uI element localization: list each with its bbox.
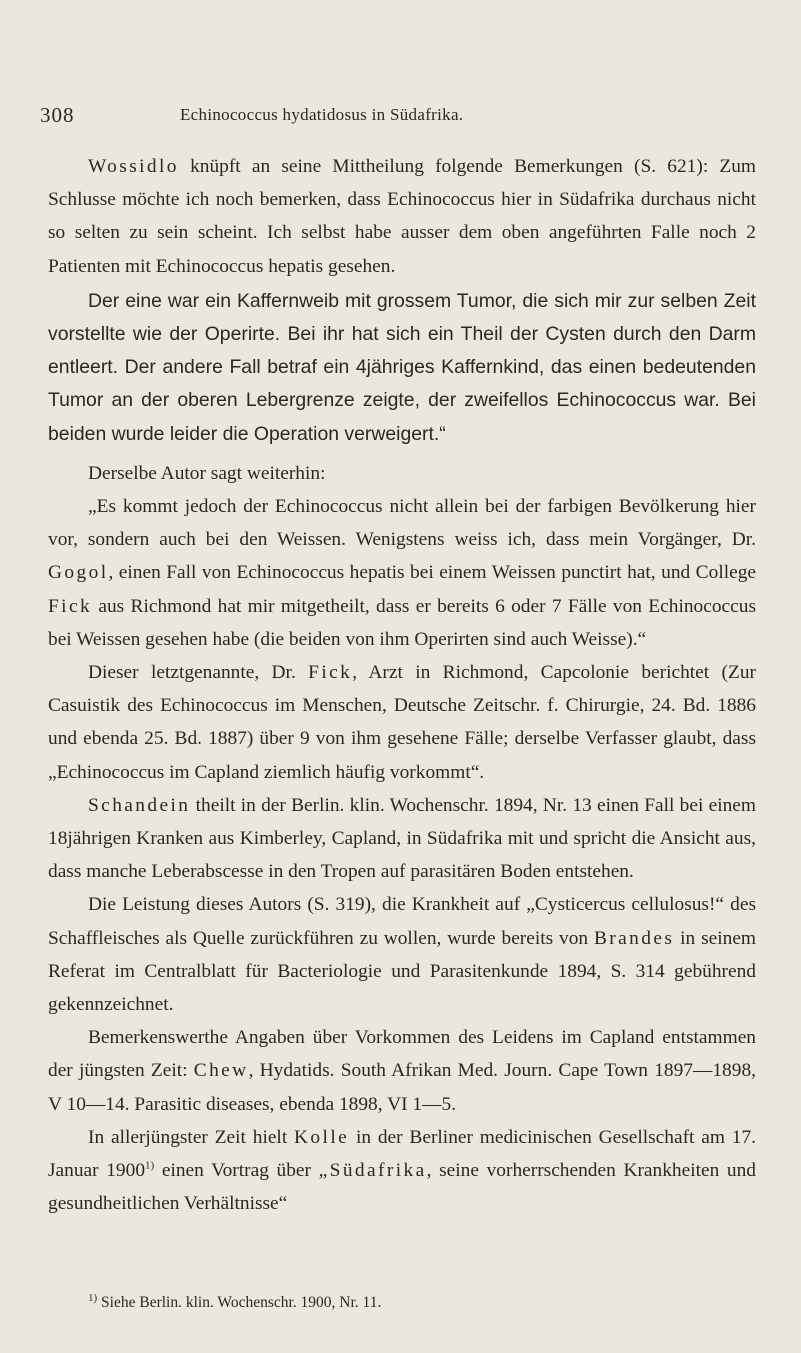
paragraph-4: Dieser letztgenannte, Dr. Fick, Arzt in Richmond, Capcolonie berichtet (Zur Casuistik des Echinococcus im Menschen, Deutsche Zeitschr. f. Chirurgie, 24. Bd. 1886 und ebenda 25. Bd. 1887) über 9 von ihm gesehene Fälle; derselbe Verfasser glaubt, dass „Echinococcus im Capland ziemlich häufig vorkommt“. (48, 662, 756, 783)
person-name: Gogol (48, 562, 109, 584)
person-name: Chew (193, 1060, 249, 1082)
footnote-mark: 1) (88, 1291, 98, 1304)
person-name: Brandes (593, 927, 675, 949)
footnote-reference: 1) (145, 1159, 155, 1172)
paragraph-3: „Es kommt jedoch der Echinococcus nicht allein bei der farbigen Bevölkerung hier vor, sondern auch bei den Weissen. Wenigstens weiss ich, dass mein Vorgänger, Dr. Gogol, einen Fall von Echinococcus hepatis bei einem Weissen punctirt hat, und College Fick aus Richmond hat mir mitgetheilt, dass er bereits 6 oder 7 Fälle von Echinococcus bei Weissen gesehen habe (die beiden von ihm Operirten sind auch Weisse).“ (48, 496, 756, 650)
quotation-small-print: Der eine war ein Kaffernweib mit grossem Tumor, die sich mir zur selben Zeit vorstellte wie der Operirte. Bei ihr hat sich ein Theil der Cysten durch den Darm entleert. Der andere Fall betraf ein 4jähriges Kaffernkind, das einen bedeutenden Tumor an der oberen Lebergrenze zeigte, der zweifellos Echinococcus war. Bei beiden wurde leider die Operation verweigert.“ (48, 289, 756, 445)
paragraph-7: Bemerkenswerthe Angaben über Vorkommen des Leidens im Capland entstammen der jüngsten Zeit: Chew, Hydatids. South Afrikan Med. Journ. Cape Town 1897—1898, V 10—14. Parasitic diseases, ebenda 1898, VI 1—5. (48, 1027, 756, 1115)
paragraph-2: Derselbe Autor sagt weiterhin: (88, 462, 326, 484)
footnote: $^{1)}$ Siehe Berlin. klin. Wochenschr. 1900, Nr. 11. (88, 1291, 382, 1311)
person-name: Kolle (294, 1126, 350, 1148)
paragraph-8: In allerjüngster Zeit hielt Kolle in der Berliner medicinischen Gesellschaft am 17. Januar 1900$^{1)}$ einen Vortrag über „Südafrika, seine vorherrschenden Krankheiten und gesundheitlichen Verhältnisse“ (48, 1126, 756, 1215)
person-name: Fick (48, 595, 93, 617)
paragraph-5: Schandein theilt in der Berlin. klin. Wochenschr. 1894, Nr. 13 einen Fall bei einem 18jährigen Kranken aus Kimberley, Capland, in Südafrika mit und spricht die Ansicht aus, dass manche Leberabscesse in den Tropen auf parasitären Boden entstehen. (48, 794, 756, 883)
person-name: Fick (308, 662, 353, 684)
body-text (48, 150, 756, 1221)
running-title: Echinococcus hydatidosus in Südafrika. (180, 105, 464, 124)
paragraph-1: Wossidlo knüpft an seine Mittheilung folgende Bemerkungen (S. 621): Zum Schlusse möchte ich noch bemerken, dass Echinococcus hier in Südafrika durchaus nicht so selten zu sein scheint. Ich selbst habe ausser dem oben angeführten Falle noch 2 Patienten mit Echinococcus hepatis gesehen. (48, 156, 756, 277)
paragraph-6: Die Leistung dieses Autors (S. 319), die Krankheit auf „Cysticercus cellulosus!“ des Schaffleisches als Quelle zurückführen zu wollen, wurde bereits von Brandes in seinem Referat im Centralblatt für Bacteriologie und Parasitenkunde 1894, S. 314 gebührend gekennzeichnet. (48, 894, 757, 1016)
person-name: Schandein (88, 794, 191, 816)
page-number: 308 (40, 103, 75, 127)
page-header (40, 103, 760, 133)
place-name: „Südafrika (318, 1160, 427, 1182)
author-name: Wossidlo (88, 156, 179, 177)
